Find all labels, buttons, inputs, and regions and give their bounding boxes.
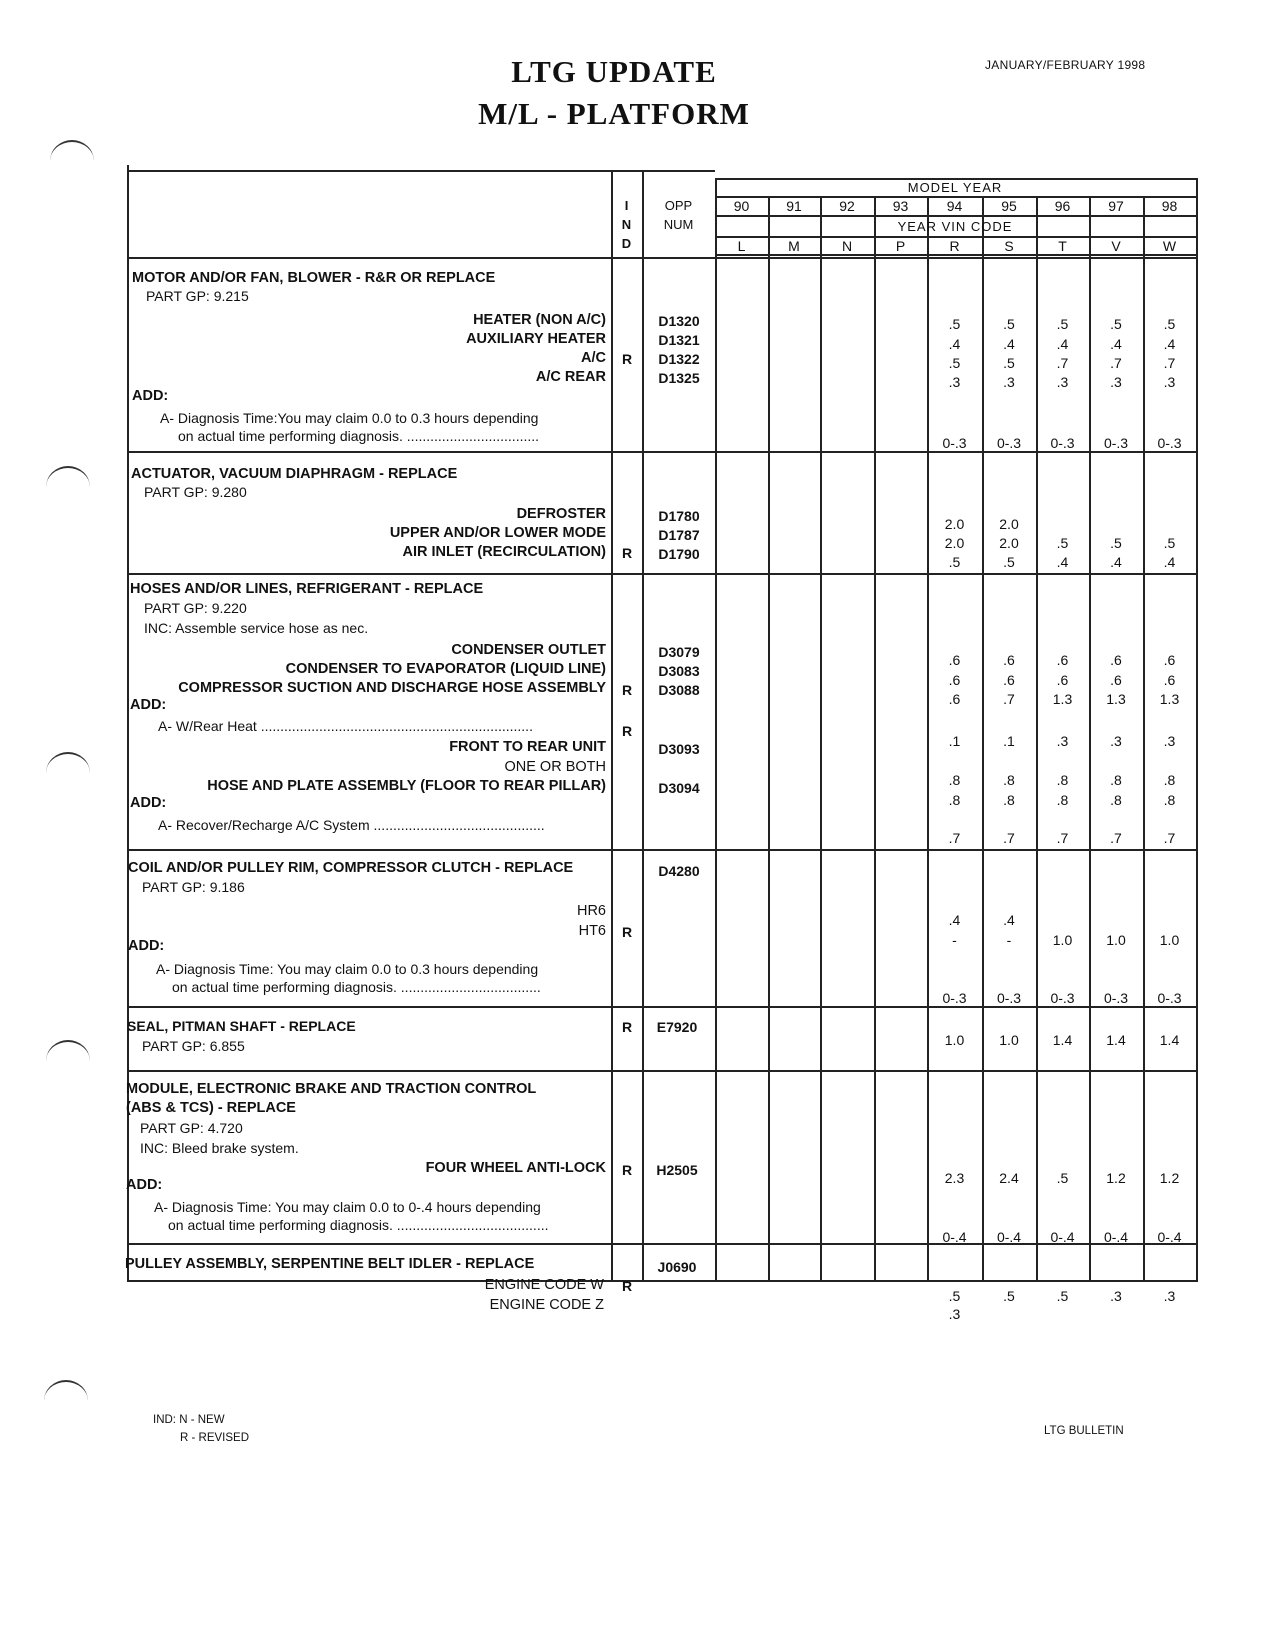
column-divider-year: [927, 196, 929, 1280]
issue-date: JANUARY/FEBRUARY 1998: [985, 58, 1146, 72]
ind-flag: R: [621, 723, 633, 739]
value-cell: -: [952, 932, 957, 948]
value-cell: .3: [1056, 374, 1069, 390]
item-label: AIR INLET (RECIRCULATION): [402, 544, 606, 560]
item-label: HT6: [578, 923, 606, 939]
year-header-cell: 95: [1001, 198, 1017, 214]
vin-code-cell: N: [841, 238, 853, 254]
value-cell: 1.4: [1052, 1032, 1073, 1048]
value-cell: 2.0: [999, 516, 1019, 532]
ind-flag: R: [621, 924, 633, 940]
add-label: ADD:: [130, 795, 167, 811]
table-border-bottom: [127, 1280, 1198, 1282]
section-title: SEAL, PITMAN SHAFT - REPLACE: [127, 1018, 356, 1034]
year-header-cell: 98: [1161, 198, 1178, 214]
value-cell: -: [1006, 932, 1012, 948]
vin-code-cell: M: [788, 238, 800, 254]
value-cell: 2.0: [944, 516, 965, 532]
note-text: on actual time performing diagnosis. .......................................: [168, 1217, 549, 1233]
vin-code-cell: S: [1004, 238, 1014, 254]
value-cell: .7: [1163, 355, 1176, 371]
opp-number: D3079: [658, 644, 700, 660]
add-label: ADD:: [132, 388, 169, 404]
value-cell: .4: [1056, 336, 1069, 352]
note-text: on actual time performing diagnosis. ..................................: [178, 428, 540, 444]
opp-number: D3093: [658, 741, 700, 757]
item-label: ONE OR BOTH: [504, 759, 606, 775]
value-cell: .5: [1003, 554, 1015, 570]
part-group: PART GP: 9.215: [146, 288, 249, 304]
opp-header-line2: NUM: [663, 217, 694, 232]
section-divider: [127, 1070, 1198, 1072]
value-cell: .4: [1110, 554, 1122, 570]
value-cell: .5: [1003, 316, 1015, 332]
value-cell: 1.4: [1106, 1032, 1126, 1048]
part-group: PART GP: 6.855: [142, 1038, 245, 1054]
value-cell: 1.3: [1106, 691, 1126, 707]
value-cell: .3: [1163, 374, 1176, 390]
opp-number: D1325: [658, 370, 700, 386]
part-group: PART GP: 9.220: [144, 600, 247, 616]
opp-number: D3094: [658, 780, 700, 796]
binder-hole-mark: [50, 140, 94, 182]
year-header-cell: 96: [1054, 198, 1071, 214]
value-cell: .5: [948, 1288, 961, 1304]
value-cell: .6: [948, 672, 961, 688]
opp-number: D3083: [658, 663, 700, 679]
value-cell: .8: [1056, 772, 1069, 788]
section-title: HOSES AND/OR LINES, REFRIGERANT - REPLACE: [130, 581, 484, 597]
section-title: MODULE, ELECTRONIC BRAKE AND TRACTION CONTROL: [126, 1081, 537, 1097]
vin-code-cell: R: [949, 238, 960, 254]
section-divider: [127, 451, 1198, 453]
value-cell: 1.0: [1106, 932, 1126, 948]
header-rule: [715, 254, 1198, 256]
value-cell: .6: [1056, 672, 1069, 688]
value-cell: .5: [1110, 316, 1122, 332]
value-cell: .8: [948, 792, 961, 808]
vin-code-cell: W: [1162, 238, 1177, 254]
value-cell: 1.0: [1159, 932, 1180, 948]
opp-number: D3088: [658, 682, 700, 698]
model-year-header: MODEL YEAR: [907, 180, 1003, 195]
value-cell: .6: [948, 691, 961, 707]
value-cell: .8: [1056, 792, 1069, 808]
opp-number: J0690: [657, 1259, 697, 1275]
value-cell: .1: [948, 733, 961, 749]
section-title: ACTUATOR, VACUUM DIAPHRAGM - REPLACE: [131, 466, 458, 482]
page-subtitle: M/L - PLATFORM: [478, 96, 750, 131]
opp-number: H2505: [656, 1162, 698, 1178]
item-label: FOUR WHEEL ANTI-LOCK: [425, 1160, 606, 1176]
value-cell: .3: [1003, 374, 1015, 390]
value-cell: 0-.3: [996, 990, 1022, 1006]
vin-code-cell: V: [1111, 238, 1121, 254]
value-cell: .8: [1110, 772, 1122, 788]
column-divider-year: [1143, 196, 1145, 1280]
value-cell: .5: [1056, 535, 1069, 551]
value-cell: .6: [1163, 672, 1176, 688]
opp-number: D1790: [658, 546, 700, 562]
vin-code-cell: L: [737, 238, 746, 254]
inc-note: INC: Bleed brake system.: [140, 1140, 299, 1156]
section-title: PULLEY ASSEMBLY, SERPENTINE BELT IDLER - REPLACE: [125, 1256, 535, 1272]
binder-hole-mark: [46, 752, 90, 794]
item-label: HOSE AND PLATE ASSEMBLY (FLOOR TO REAR PILLAR): [207, 778, 606, 794]
column-divider-year: [715, 178, 717, 1280]
item-label: ENGINE CODE W: [484, 1277, 604, 1293]
binder-hole-mark: [46, 1040, 90, 1082]
value-cell: .4: [1110, 336, 1122, 352]
value-cell: 0-.3: [996, 435, 1022, 451]
opp-number: D1787: [658, 527, 700, 543]
item-label: ENGINE CODE Z: [489, 1297, 604, 1313]
opp-header-line1: OPP: [664, 198, 693, 213]
opp-number: D1320: [658, 313, 700, 329]
value-cell: .5: [948, 316, 961, 332]
value-cell: 0-.3: [1050, 990, 1075, 1006]
value-cell: 0-.3: [1103, 990, 1129, 1006]
part-group: PART GP: 9.280: [144, 484, 247, 500]
year-header-cell: 92: [839, 198, 855, 214]
column-divider-year: [768, 196, 770, 1280]
item-label: HEATER (NON A/C): [473, 312, 606, 328]
value-cell: .5: [1056, 1288, 1069, 1304]
section-title: (ABS & TCS) - REPLACE: [126, 1100, 296, 1116]
value-cell: .5: [1110, 535, 1122, 551]
section-title: COIL AND/OR PULLEY RIM, COMPRESSOR CLUTCH - REPLACE: [128, 860, 574, 876]
opp-number: D1780: [658, 508, 700, 524]
section-divider: [127, 849, 1198, 851]
value-cell: .6: [1003, 672, 1015, 688]
value-cell: .5: [1163, 316, 1176, 332]
column-divider-year: [874, 196, 876, 1280]
item-label: A/C REAR: [535, 369, 606, 385]
value-cell: .7: [1163, 830, 1176, 846]
ind-header-i: I: [624, 198, 629, 213]
column-divider-year: [1036, 196, 1038, 1280]
opp-number: D4280: [658, 863, 700, 879]
note-text: A- Diagnosis Time: You may claim 0.0 to 0.3 hours depending: [156, 961, 539, 977]
item-label: AUXILIARY HEATER: [466, 331, 606, 347]
value-cell: .5: [1056, 1170, 1069, 1186]
column-divider-year: [982, 196, 984, 1280]
value-cell: .7: [1110, 830, 1122, 846]
note-text: A- Diagnosis Time:You may claim 0.0 to 0.3 hours depending: [160, 410, 539, 426]
value-cell: 1.2: [1106, 1170, 1126, 1186]
value-cell: 0-.4: [996, 1229, 1022, 1245]
column-divider-year: [1089, 196, 1091, 1280]
ind-legend: R - REVISED: [180, 1432, 250, 1444]
value-cell: .6: [1110, 672, 1122, 688]
value-cell: .3: [1110, 733, 1122, 749]
value-cell: .5: [948, 554, 961, 570]
value-cell: .5: [1056, 316, 1069, 332]
value-cell: 0-.4: [1050, 1229, 1075, 1245]
value-cell: .4: [1003, 336, 1015, 352]
value-cell: .3: [948, 374, 961, 390]
ind-flag: R: [621, 545, 633, 561]
opp-number: E7920: [656, 1019, 698, 1035]
ind-flag: R: [621, 1162, 633, 1178]
item-label: DEFROSTER: [516, 506, 606, 522]
value-cell: .5: [948, 355, 961, 371]
item-label: COMPRESSOR SUCTION AND DISCHARGE HOSE ASSEMBLY: [178, 680, 606, 696]
bulletin-label: LTG BULLETIN: [1044, 1425, 1124, 1437]
value-cell: 1.4: [1159, 1032, 1180, 1048]
ind-header-n: N: [621, 217, 632, 232]
table-border-top: [127, 170, 715, 172]
year-header-cell: 97: [1108, 198, 1124, 214]
vin-code-cell: P: [895, 238, 906, 254]
value-cell: .3: [1110, 1288, 1122, 1304]
value-cell: .6: [1163, 652, 1176, 668]
add-label: ADD:: [130, 697, 167, 713]
value-cell: .7: [1056, 355, 1069, 371]
value-cell: .4: [948, 336, 961, 352]
value-cell: .6: [948, 652, 961, 668]
value-cell: .4: [1056, 554, 1069, 570]
page-title: LTG UPDATE: [511, 54, 717, 89]
value-cell: .3: [1163, 1288, 1176, 1304]
value-cell: .4: [1163, 336, 1176, 352]
year-header-cell: 91: [786, 198, 802, 214]
part-group: PART GP: 9.186: [142, 879, 245, 895]
value-cell: .3: [1110, 374, 1122, 390]
value-cell: 2.4: [999, 1170, 1019, 1186]
value-cell: 0-.3: [1103, 435, 1129, 451]
value-cell: .8: [948, 772, 961, 788]
ind-flag: R: [621, 682, 633, 698]
inc-note: INC: Assemble service hose as nec.: [144, 620, 369, 636]
value-cell: .7: [948, 830, 961, 846]
note-text: on actual time performing diagnosis. ....................................: [172, 979, 541, 995]
item-label: HR6: [576, 903, 606, 919]
ind-flag: R: [621, 1019, 633, 1035]
part-group: PART GP: 4.720: [140, 1120, 243, 1136]
note-text: A- Recover/Recharge A/C System ............................................: [158, 817, 545, 833]
value-cell: .3: [948, 1306, 961, 1322]
value-cell: 0-.3: [1050, 435, 1075, 451]
value-cell: .4: [948, 912, 961, 928]
value-cell: .8: [1163, 772, 1176, 788]
value-cell: .6: [1003, 652, 1015, 668]
value-cell: .3: [1163, 733, 1176, 749]
value-cell: .7: [1003, 830, 1015, 846]
value-cell: .8: [1163, 792, 1176, 808]
year-vin-code-header: YEAR VIN CODE: [897, 219, 1013, 234]
value-cell: 1.3: [1052, 691, 1073, 707]
value-cell: 0-.3: [942, 990, 967, 1006]
section-divider: [127, 1006, 1198, 1008]
value-cell: 0-.3: [1157, 990, 1182, 1006]
value-cell: 2.0: [944, 535, 965, 551]
value-cell: .7: [1110, 355, 1122, 371]
value-cell: .7: [1003, 691, 1015, 707]
value-cell: 1.2: [1159, 1170, 1180, 1186]
year-header-cell: 94: [946, 198, 963, 214]
item-label: CONDENSER TO EVAPORATOR (LIQUID LINE): [285, 661, 606, 677]
value-cell: .5: [1163, 535, 1176, 551]
section-divider: [127, 573, 1198, 575]
value-cell: .5: [1003, 355, 1015, 371]
note-text: A- Diagnosis Time: You may claim 0.0 to 0-.4 hours depending: [154, 1199, 541, 1215]
opp-number: D1321: [658, 332, 700, 348]
year-header-cell: 93: [892, 198, 909, 214]
year-header-cell: 90: [733, 198, 750, 214]
ind-flag: R: [621, 1278, 633, 1294]
add-label: ADD:: [128, 938, 165, 954]
value-cell: .8: [1110, 792, 1122, 808]
value-cell: .4: [1003, 912, 1015, 928]
table-border-right: [1196, 178, 1198, 1280]
value-cell: 1.3: [1159, 691, 1180, 707]
header-bottom-rule: [127, 257, 1198, 259]
value-cell: 1.0: [944, 1032, 965, 1048]
value-cell: 0-.3: [942, 435, 967, 451]
section-title: MOTOR AND/OR FAN, BLOWER - R&R OR REPLACE: [132, 270, 496, 286]
item-label: UPPER AND/OR LOWER MODE: [389, 525, 606, 541]
item-label: FRONT TO REAR UNIT: [449, 739, 606, 755]
section-divider: [127, 1243, 1198, 1245]
note-text: A- W/Rear Heat ......................................................................: [158, 718, 533, 734]
value-cell: 0-.3: [1157, 435, 1182, 451]
value-cell: .7: [1056, 830, 1069, 846]
value-cell: 0-.4: [1103, 1229, 1129, 1245]
vin-code-cell: T: [1058, 238, 1067, 254]
value-cell: .3: [1056, 733, 1069, 749]
value-cell: 2.3: [944, 1170, 965, 1186]
value-cell: 2.0: [999, 535, 1019, 551]
value-cell: .8: [1003, 792, 1015, 808]
value-cell: 0-.4: [942, 1229, 967, 1245]
binder-hole-mark: [46, 466, 90, 508]
value-cell: .6: [1110, 652, 1122, 668]
value-cell: .1: [1003, 733, 1015, 749]
value-cell: .8: [1003, 772, 1015, 788]
column-divider-year: [820, 196, 822, 1280]
add-label: ADD:: [126, 1177, 163, 1193]
item-label: CONDENSER OUTLET: [451, 642, 606, 658]
value-cell: .6: [1056, 652, 1069, 668]
opp-number: D1322: [658, 351, 700, 367]
ind-legend: IND: N - NEW: [153, 1414, 225, 1426]
value-cell: 1.0: [999, 1032, 1019, 1048]
value-cell: 1.0: [1052, 932, 1073, 948]
header-rule: [715, 215, 1198, 217]
ind-header-d: D: [621, 236, 632, 251]
item-label: A/C: [581, 350, 606, 366]
value-cell: 0-.4: [1157, 1229, 1182, 1245]
value-cell: .5: [1003, 1288, 1015, 1304]
binder-hole-mark: [44, 1380, 88, 1422]
value-cell: .4: [1163, 554, 1176, 570]
ind-flag: R: [621, 351, 633, 367]
